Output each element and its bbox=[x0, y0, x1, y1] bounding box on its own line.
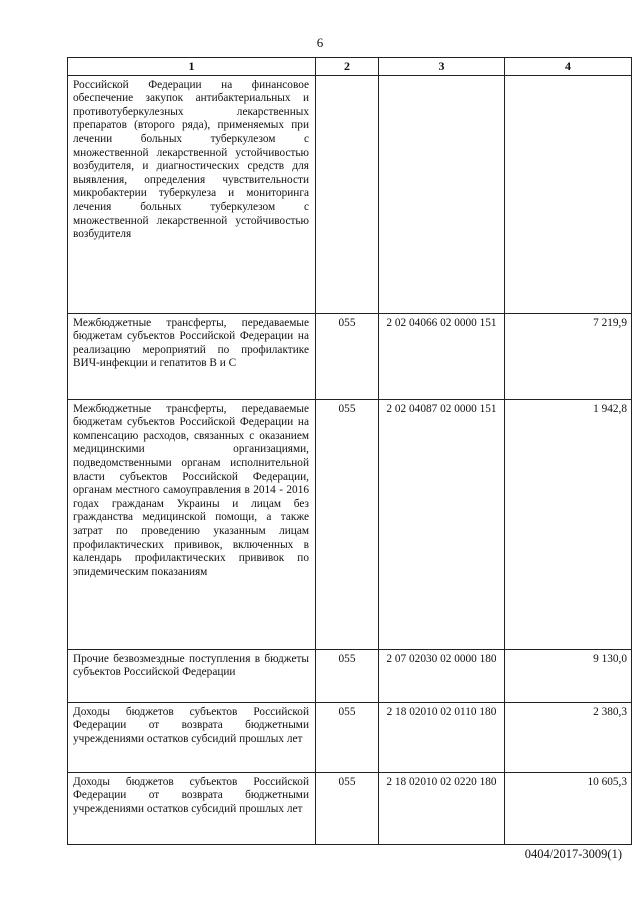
table-header-row bbox=[68, 58, 632, 76]
table-row bbox=[68, 75, 632, 313]
table-row bbox=[68, 399, 632, 649]
row-classification-code: 2 07 02030 02 0000 180 bbox=[379, 649, 505, 702]
row-amount bbox=[505, 75, 632, 313]
row-admin-code: 055 bbox=[316, 649, 379, 702]
row-admin-code bbox=[316, 75, 379, 313]
row-amount: 1 942,8 bbox=[505, 399, 632, 649]
page-number: 6 bbox=[316, 35, 324, 50]
row-amount: 10 605,3 bbox=[505, 772, 632, 844]
row-classification-code: 2 02 04066 02 0000 151 bbox=[379, 313, 505, 399]
document-registration-code: 0404/2017-3009(1) bbox=[524, 847, 622, 861]
table-row bbox=[68, 772, 632, 844]
table-row bbox=[68, 649, 632, 702]
column-header-1: 1 bbox=[68, 58, 316, 76]
column-header-3: 3 bbox=[379, 58, 505, 76]
row-amount: 7 219,9 bbox=[505, 313, 632, 399]
row-description: Межбюджетные трансферты, передаваемые бюджетам субъектов Российской Федерации на компенсацию расходов, связанных с оказанием медицинскими организациями, подведомственными органам исполнительной власти субъектов Российской Федерации, органам местного самоуправления в 2014 - 2016 годах гражданам Украины и лицам без гражданства медицинской помощи, а также затрат по проведению указанным лицам профилактических прививок, включенных в календарь профилактических прививок по эпидемическим показаниям bbox=[68, 399, 316, 649]
row-description: Прочие безвозмездные поступления в бюджеты субъектов Российской Федерации bbox=[68, 649, 316, 702]
table-row bbox=[68, 313, 632, 399]
row-classification-code bbox=[379, 75, 505, 313]
row-admin-code: 055 bbox=[316, 399, 379, 649]
row-classification-code: 2 02 04087 02 0000 151 bbox=[379, 399, 505, 649]
row-admin-code: 055 bbox=[316, 702, 379, 772]
row-description: Межбюджетные трансферты, передаваемые бюджетам субъектов Российской Федерации на реализацию мероприятий по профилактике ВИЧ-инфекции и гепатитов В и С bbox=[68, 313, 316, 399]
table-row bbox=[68, 702, 632, 772]
row-description: Российской Федерации на финансовое обеспечение закупок антибактериальных и противотуберкулезных лекарственных препаратов (второго ряда), применяемых при лечении больных туберкулезом с множественной лекарственной устойчивостью возбудителя, и диагностических средств для выявления, определения чувствительности микробактерии туберкулеза и мониторинга лечения больных туберкулезом с множественной лекарственной устойчивостью возбудителя bbox=[68, 75, 316, 313]
row-classification-code: 2 18 02010 02 0110 180 bbox=[379, 702, 505, 772]
revenue-table bbox=[67, 57, 632, 845]
row-classification-code: 2 18 02010 02 0220 180 bbox=[379, 772, 505, 844]
row-admin-code: 055 bbox=[316, 772, 379, 844]
row-admin-code: 055 bbox=[316, 313, 379, 399]
row-amount: 2 380,3 bbox=[505, 702, 632, 772]
row-amount: 9 130,0 bbox=[505, 649, 632, 702]
row-description: Доходы бюджетов субъектов Российской Федерации от возврата бюджетными учреждениями остатков субсидий прошлых лет bbox=[68, 772, 316, 844]
row-description: Доходы бюджетов субъектов Российской Федерации от возврата бюджетными учреждениями остатков субсидий прошлых лет bbox=[68, 702, 316, 772]
column-header-4: 4 bbox=[505, 58, 632, 76]
column-header-2: 2 bbox=[316, 58, 379, 76]
